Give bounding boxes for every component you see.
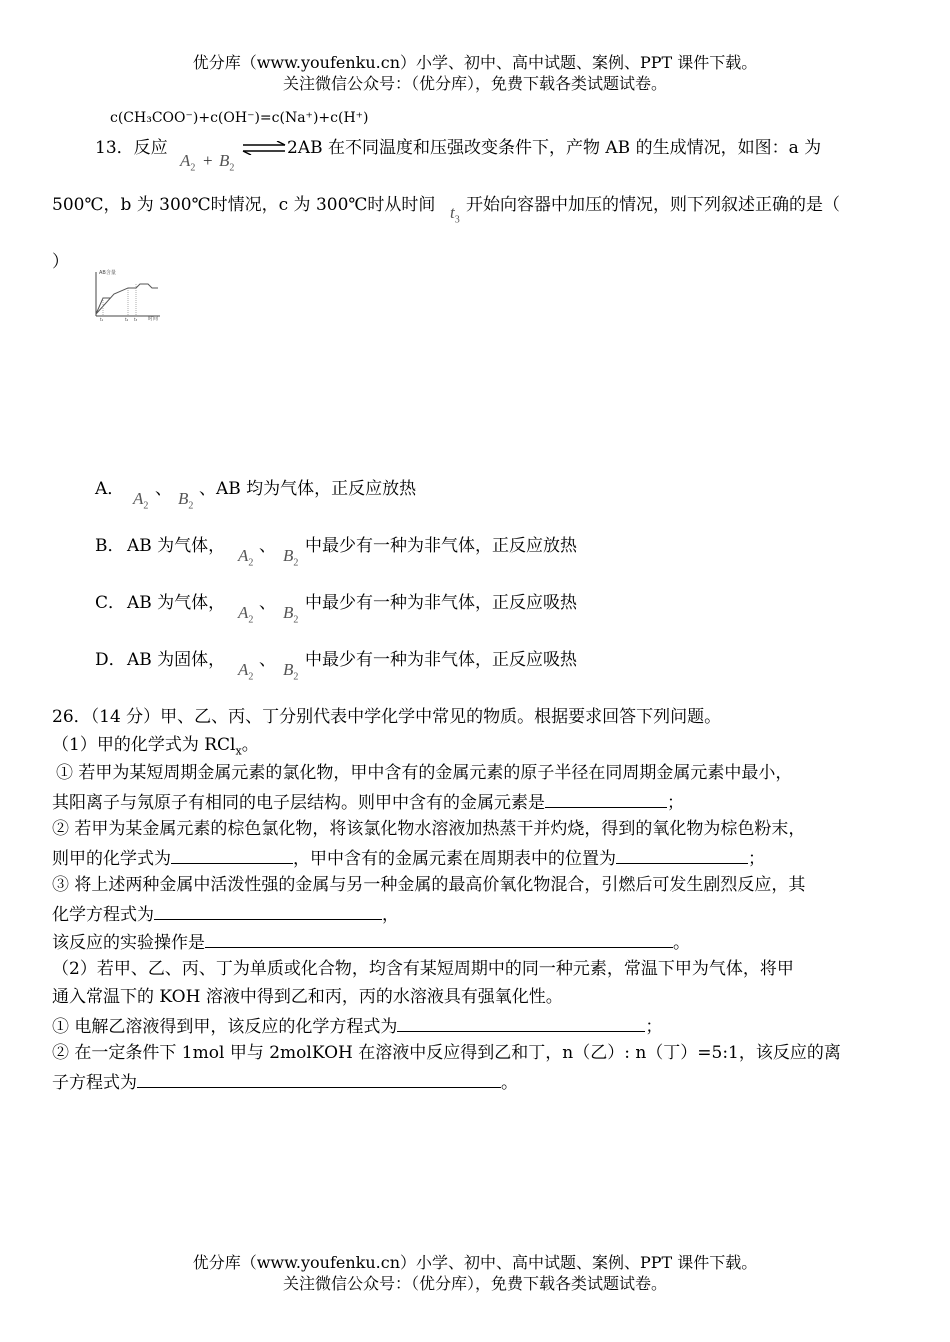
q13-number: 13．反应 [95,138,168,158]
option-a-sep: 、 [155,479,172,499]
graph-tick-t2: t₂ [125,317,129,322]
graph-tick-t3: t₃ [134,317,138,322]
page-footer-line2: 关注微信公众号：（优分库），免费下载各类试题试卷。 [282,1274,667,1293]
option-b-label: B． [95,536,125,556]
option-d-text: 中最少有一种为非气体，正反应吸热 [305,650,577,670]
q13-graph [90,268,164,322]
q13-line2-post: 开始向容器中加压的情况，则下列叙述正确的是（ [466,195,840,215]
q26-part2-item2-line2: 子方程式为 。 [52,1069,518,1095]
answer-blank-formula[interactable] [171,845,293,864]
option-c-label: C． [95,593,126,613]
q26-item3-line2: 化学方程式为 ， [52,901,399,927]
option-a-text: 、AB 均为气体，正反应放热 [199,479,417,499]
q13-reactant-b: $B_2$ [219,151,235,174]
option-b-pre: AB 为气体， [127,536,226,556]
q13-time-t3: $t_3$ [450,203,460,226]
option-b-text: 中最少有一种为非气体，正反应放热 [305,536,577,556]
q26-item3-line3: 该反应的实验操作是 。 [52,929,690,955]
q26-part2-item1: ① 电解乙溶液得到甲，该反应的化学方程式为 ； [52,1013,662,1039]
q26-item2-line1: ② 若甲为某金属元素的棕色氯化物，将该氯化物水溶液加热蒸干并灼烧，得到的氧化物为棕色粉末， [52,819,806,839]
answer-blank-ionic-equation[interactable] [137,1069,501,1088]
graph-x-label: 时间 [148,316,159,322]
answer-blank-equation[interactable] [154,901,382,920]
graph-tick-t1: t₁ [100,317,104,322]
option-c-pre: AB 为气体， [127,593,226,613]
q26-item1-line2: 其阳离子与氖原子有相同的电子层结构。则甲中含有的金属元素是 ； [52,789,684,815]
q13-line3: ） [52,252,69,272]
option-c-sep: 、 [259,593,276,613]
q26-part2-line2: 通入常温下的 KOH 溶液中得到乙和丙，丙的水溶液具有强氧化性。 [52,987,563,1007]
q26-item2-line2: 则甲的化学式为 ，甲中含有的金属元素在周期表中的位置为 ； [52,845,765,871]
curve-c [136,284,158,288]
option-b-b2: $B_2$ [283,546,299,569]
q26-part2-line1: （2）若甲、乙、丙、丁为单质或化合物，均含有某短周期中的同一种元素，常温下甲为气体，将甲 [52,959,794,979]
answer-blank-electrolysis[interactable] [397,1013,645,1032]
q26-item3-line1: ③ 将上述两种金属中活泼性强的金属与另一种金属的最高价氧化物混合，引燃后可发生剧烈反应，其 [52,875,806,895]
option-a-label: A． [95,479,125,499]
option-b-a2: $A_2$ [238,546,254,569]
q13-plus: + [203,151,213,170]
page-header-line1: 优分库（www.youfenku.cn）小学、初中、高中试题、案例、PPT 课件下载。 [192,53,758,72]
answer-blank-position[interactable] [616,845,748,864]
q26-part2-item2-line1: ② 在一定条件下 1mol 甲与 2molKOH 在溶液中反应得到乙和丁，n（乙）: n（丁）=5:1，该反应的离 [52,1043,841,1063]
graph-y-label: AB含量 [99,270,116,276]
q13-reactant-a: $A_2$ [180,151,196,174]
page-footer-line1: 优分库（www.youfenku.cn）小学、初中、高中试题、案例、PPT 课件下载。 [192,1253,758,1272]
equilibrium-arrow-icon [241,141,287,155]
option-c-text: 中最少有一种为非气体，正反应吸热 [305,593,577,613]
option-d-pre: AB 为固体， [127,650,226,670]
option-c-a2: $A_2$ [238,603,254,626]
answer-blank-metal[interactable] [545,789,667,808]
option-a-b2: $B_2$ [178,489,194,512]
q13-line2-pre: 500℃，b 为 300℃时情况，c 为 300℃时从时间 [52,195,436,215]
option-b-sep: 、 [259,536,276,556]
q26-item1-line1: ① 若甲为某短周期金属元素的氯化物，甲中含有的金属元素的原子半径在同周期金属元素中最小， [56,763,793,783]
q13-product-text: 2AB 在不同温度和压强改变条件下，产物 AB 的生成情况，如图：a 为 [287,138,822,158]
option-a-a2: $A_2$ [133,489,149,512]
charge-balance-equation: c(CH₃COO⁻)+c(OH⁻)=c(Na⁺)+c(H⁺) [110,110,369,126]
q26-part1-title: （1）甲的化学式为 RCl$_x$。 [52,735,259,758]
answer-blank-operation[interactable] [205,929,673,948]
option-c-b2: $B_2$ [283,603,299,626]
option-d-label: D． [95,650,126,670]
option-d-sep: 、 [259,650,276,670]
page-header-line2: 关注微信公众号：（优分库），免费下载各类试题试卷。 [282,74,667,93]
q26-title: 26．（14 分）甲、乙、丙、丁分别代表中学化学中常见的物质。根据要求回答下列问题。 [52,707,722,727]
option-d-b2: $B_2$ [283,660,299,683]
option-d-a2: $A_2$ [238,660,254,683]
